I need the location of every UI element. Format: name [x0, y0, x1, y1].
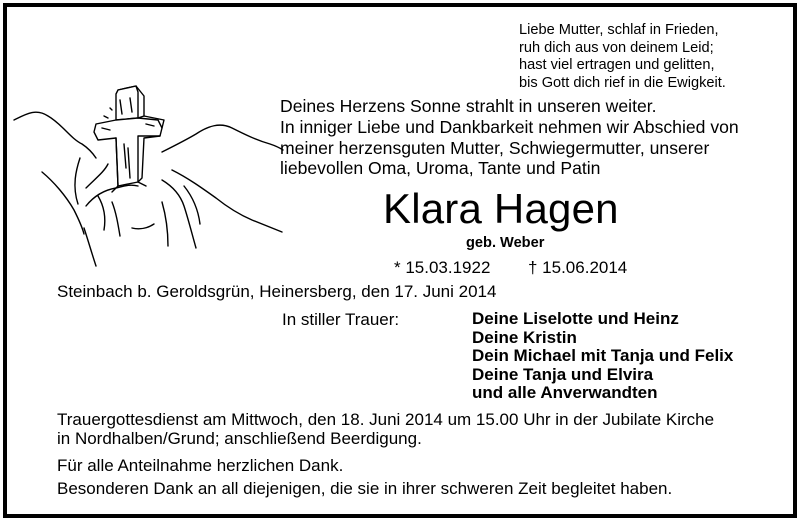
intro-line: liebevollen Oma, Uroma, Tante und Patin [280, 158, 601, 179]
mourner-entry: Deine Kristin [472, 327, 577, 347]
maiden-name: geb. Weber [466, 235, 545, 251]
thanks-special: Besonderen Dank an all diejenigen, die sie in ihrer schweren Zeit begleitet haben. [57, 479, 673, 498]
poem-line: bis Gott dich rief in die Ewigkeit. [519, 74, 726, 91]
service-info [57, 410, 714, 449]
mourner-entry: Dein Michael mit Tanja und Felix [472, 346, 734, 366]
poem-line: hast viel ertragen und gelitten, [519, 57, 715, 74]
place-date: Steinbach b. Geroldsgrün, Heinersberg, den 17. Juni 2014 [57, 282, 497, 301]
intro-line: meiner herzensguten Mutter, Schwiegermutter, unserer [280, 137, 710, 158]
service-line: Trauergottesdienst am Mittwoch, den 18. Juni 2014 um 15.00 Uhr in der Jubilate Kirche [57, 410, 715, 429]
intro-line: In inniger Liebe und Dankbarkeit nehmen wir Abschied von [280, 116, 739, 137]
mourner-entry: und alle Anverwandten [472, 383, 658, 403]
service-line: in Nordhalben/Grund; anschließend Beerdigung. [57, 429, 422, 449]
mourning-label: In stiller Trauer: [282, 310, 400, 329]
mourner-entry: Deine Tanja und Elvira [472, 364, 654, 384]
intro-line: Deines Herzens Sonne strahlt in unseren weiter. [280, 96, 657, 116]
poem-line: ruh dich aus von deinem Leid; [519, 39, 714, 56]
deceased-name: Klara Hagen [383, 185, 619, 232]
mourners-list [472, 310, 733, 403]
poem [519, 22, 726, 92]
life-dates [394, 258, 628, 277]
intro-text [280, 96, 739, 179]
birth-date: * 15.03.1922 [394, 258, 491, 277]
mourner-entry: Deine Liselotte und Heinz [472, 309, 679, 328]
thanks-general: Für alle Anteilnahme herzlichen Dank. [57, 456, 344, 475]
cross-on-mountain-icon [12, 78, 284, 268]
poem-line: Liebe Mutter, schlaf in Frieden, [519, 22, 719, 38]
death-date: † 15.06.2014 [528, 258, 628, 277]
